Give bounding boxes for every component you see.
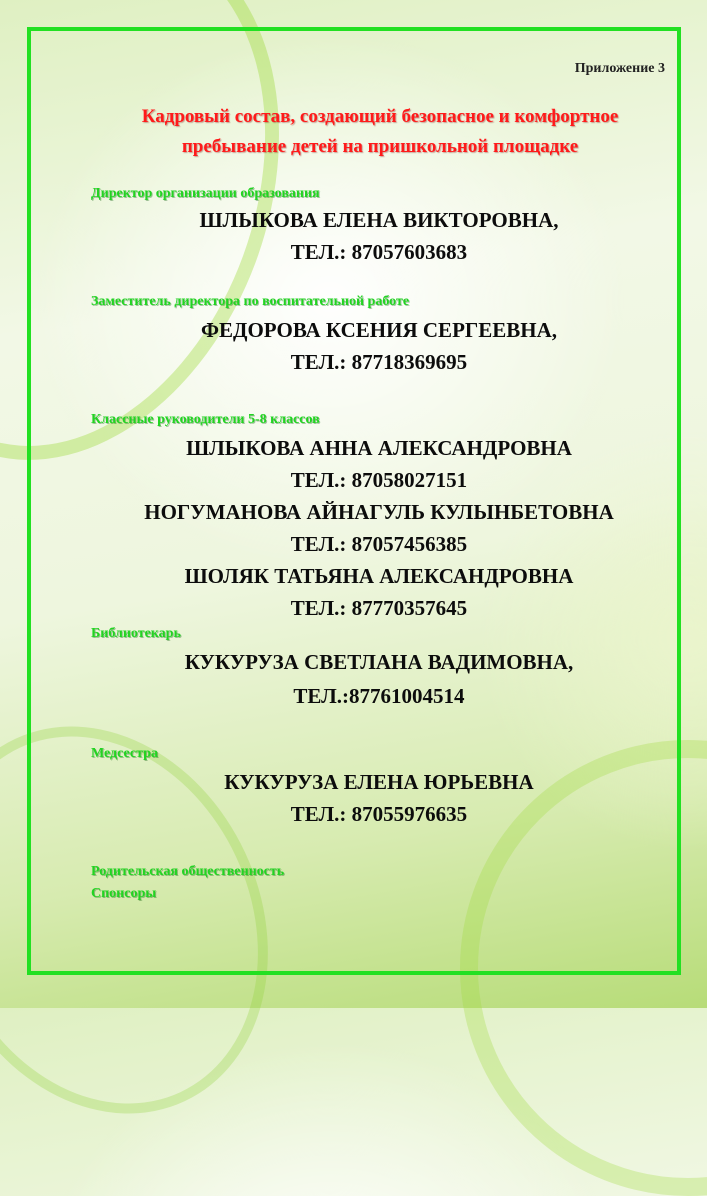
page-title-line-2: пребывание детей на пришкольной площадке bbox=[181, 136, 579, 157]
librarian-name: КУКУРУЗА СВЕТЛАНА ВАДИМОВНА, bbox=[184, 650, 574, 674]
appendix-label: Приложение 3 bbox=[574, 61, 665, 76]
director-phone: ТЕЛ.: 87057603683 bbox=[290, 240, 468, 264]
role-class-teachers: Классные руководители 5-8 классов bbox=[91, 412, 320, 427]
deputy-name: ФЕДОРОВА КСЕНИЯ СЕРГЕЕВНА, bbox=[200, 318, 558, 342]
role-parents: Родительская общественность bbox=[91, 864, 285, 879]
role-librarian: Библиотекарь bbox=[91, 626, 181, 641]
director-name: ШЛЫКОВА ЕЛЕНА ВИКТОРОВНА, bbox=[199, 208, 559, 232]
role-sponsors: Спонсоры bbox=[91, 886, 157, 901]
role-nurse: Медсестра bbox=[91, 746, 158, 761]
class-teacher-phone: ТЕЛ.: 87058027151 bbox=[290, 468, 468, 492]
class-teacher-name: ШЛЫКОВА АННА АЛЕКСАНДРОВНА bbox=[186, 436, 572, 460]
role-director: Директор организации образования bbox=[91, 186, 320, 201]
nurse-phone: ТЕЛ.: 87055976635 bbox=[290, 802, 468, 826]
class-teacher-phone: ТЕЛ.: 87770357645 bbox=[290, 596, 468, 620]
page-title-line-1: Кадровый состав, создающий безопасное и комфортное bbox=[141, 106, 619, 127]
role-deputy: Заместитель директора по воспитательной работе bbox=[91, 294, 410, 309]
deputy-phone: ТЕЛ.: 87718369695 bbox=[290, 350, 468, 374]
librarian-phone: ТЕЛ.:87761004514 bbox=[293, 684, 465, 708]
class-teacher-name: ШОЛЯК ТАТЬЯНА АЛЕКСАНДРОВНА bbox=[184, 564, 574, 588]
class-teacher-name: НОГУМАНОВА АЙНАГУЛЬ КУЛЫНБЕТОВНА bbox=[144, 500, 614, 524]
class-teacher-phone: ТЕЛ.: 87057456385 bbox=[290, 532, 468, 556]
nurse-name: КУКУРУЗА ЕЛЕНА ЮРЬЕВНА bbox=[224, 770, 534, 794]
